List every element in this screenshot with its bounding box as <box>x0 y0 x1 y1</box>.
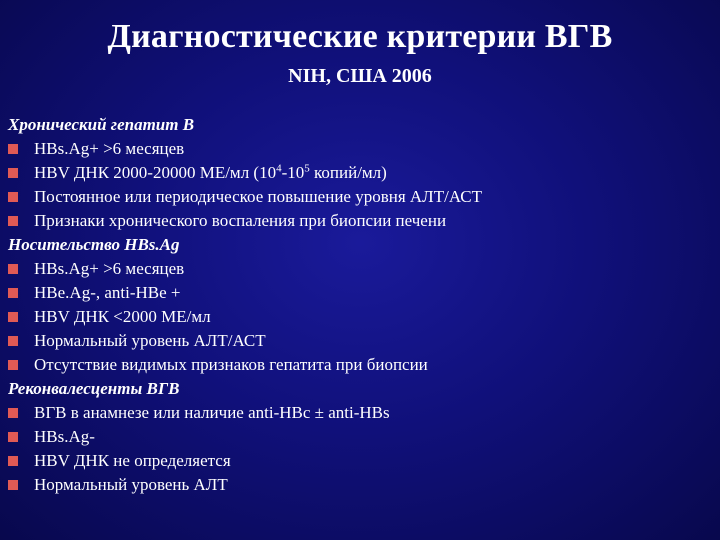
text-part: HBV ДНК 2000-20000 МЕ/мл (10 <box>34 163 277 182</box>
square-bullet-icon <box>8 168 18 178</box>
list-item <box>8 401 713 425</box>
list-item <box>8 449 713 473</box>
superscript: 5 <box>304 162 310 175</box>
list-item-text: HBe.Ag-, anti-HBe + <box>34 283 181 302</box>
list-item <box>8 185 713 209</box>
list-item-text: HBV ДНК не определяется <box>34 451 231 470</box>
list-item-text: ВГВ в анамнезе или наличие anti-HBc ± anti-HBs <box>34 403 390 422</box>
square-bullet-icon <box>8 408 18 418</box>
list-item-text <box>34 163 387 182</box>
section-heading-convalescents: Реконвалесценты ВГВ <box>8 379 180 398</box>
list-item <box>8 209 713 233</box>
list-item-text: Отсутствие видимых признаков гепатита при биопсии <box>34 355 428 374</box>
section-heading-hbsag-carrier: Носительство HBs.Ag <box>8 235 180 254</box>
list-item <box>8 305 713 329</box>
list-item-text: Нормальный уровень АЛТ/АСТ <box>34 331 266 350</box>
text-part: -10 <box>281 163 305 182</box>
list-item <box>8 161 713 185</box>
square-bullet-icon <box>8 144 18 154</box>
list-item <box>8 473 713 497</box>
square-bullet-icon <box>8 432 18 442</box>
section-heading-chronic-hepatitis: Хронический гепатит В <box>8 115 195 134</box>
text-part: копий/мл) <box>309 163 387 182</box>
square-bullet-icon <box>8 288 18 298</box>
slide-title: Диагностические критерии ВГВ <box>107 18 613 55</box>
square-bullet-icon <box>8 360 18 370</box>
criteria-content <box>8 113 713 497</box>
square-bullet-icon <box>8 336 18 346</box>
list-item <box>8 137 713 161</box>
square-bullet-icon <box>8 312 18 322</box>
list-item-text: HBs.Ag+ >6 месяцев <box>34 259 185 278</box>
list-item-text: Признаки хронического воспаления при биопсии печени <box>34 211 447 230</box>
superscript: 4 <box>276 162 282 175</box>
list-item-text: HBs.Ag- <box>34 427 95 446</box>
list-item-text: Нормальный уровень АЛТ <box>34 475 228 494</box>
list-item <box>8 329 713 353</box>
square-bullet-icon <box>8 480 18 490</box>
square-bullet-icon <box>8 456 18 466</box>
square-bullet-icon <box>8 216 18 226</box>
list-item <box>8 281 713 305</box>
list-item <box>8 353 713 377</box>
list-item-text: HBV ДНК <2000 МЕ/мл <box>34 307 211 326</box>
list-item-text: HBs.Ag+ >6 месяцев <box>34 139 185 158</box>
list-item <box>8 257 713 281</box>
square-bullet-icon <box>8 264 18 274</box>
list-item <box>8 425 713 449</box>
square-bullet-icon <box>8 192 18 202</box>
list-item-text: Постоянное или периодическое повышение уровня АЛТ/АСТ <box>34 187 482 206</box>
slide-subtitle: NIH, США 2006 <box>288 65 432 87</box>
